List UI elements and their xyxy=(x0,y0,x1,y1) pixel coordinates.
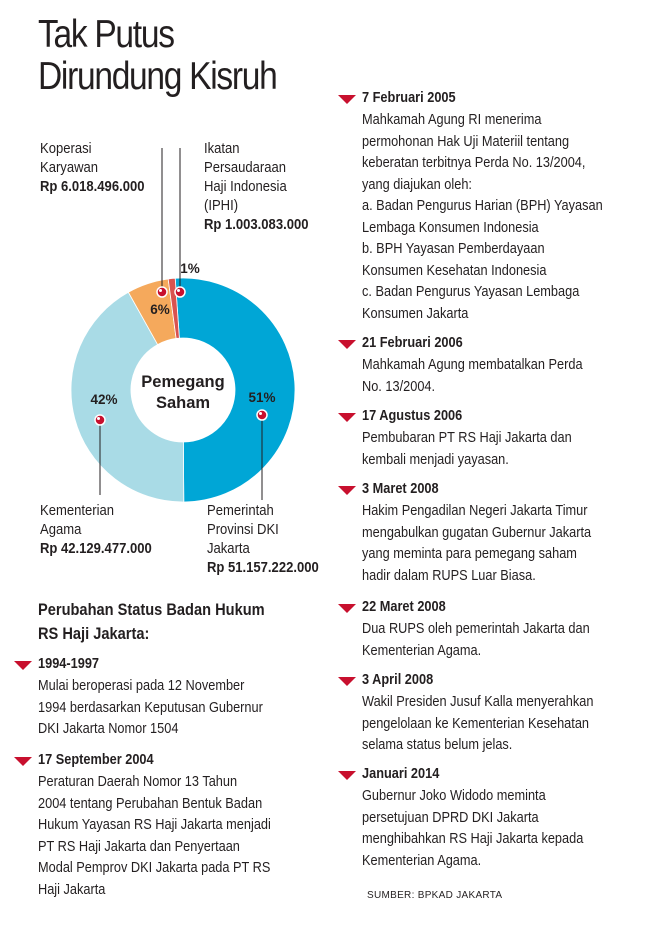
timeline-item xyxy=(38,654,368,741)
center-label-line-2: Saham xyxy=(155,394,211,412)
label-iphi-amount: Rp 1.003.083.000 xyxy=(204,217,309,233)
label-kemenag xyxy=(40,502,152,559)
timeline-date: 17 September 2004 xyxy=(38,752,154,768)
slice-percent-label: 51% xyxy=(248,390,276,405)
timeline-marker-icon xyxy=(338,677,356,686)
timeline-text: Mahkamah Agung membatalkan Perda No. 13/2004. xyxy=(362,357,583,395)
timeline-text: Dua RUPS oleh pemerintah Jakarta dan Kementerian Agama. xyxy=(362,621,590,659)
label-kemenag-name: Kementerian Agama xyxy=(40,503,114,538)
label-koperasi xyxy=(40,140,144,197)
timeline-item xyxy=(38,750,368,901)
slice-marker-dot xyxy=(175,287,185,297)
timeline-marker-icon xyxy=(14,757,32,766)
title-line-1: Tak Putus xyxy=(38,13,174,56)
timeline-date: Januari 2014 xyxy=(362,766,440,782)
slice-percent-label: 42% xyxy=(90,392,118,407)
timeline-item xyxy=(362,670,650,757)
timeline-item xyxy=(362,479,650,587)
label-pemprov-amount: Rp 51.157.222.000 xyxy=(207,560,319,576)
timeline-text: Pembubaran PT RS Haji Jakarta dan kembali menjadi yayasan. xyxy=(362,430,572,468)
timeline-date: 22 Maret 2008 xyxy=(362,599,446,615)
timeline-date: 3 Maret 2008 xyxy=(362,481,439,497)
label-koperasi-amount: Rp 6.018.496.000 xyxy=(40,179,145,195)
slice-percent-label: 1% xyxy=(180,261,200,276)
slice-marker-highlight xyxy=(259,412,262,415)
timeline-date: 7 Februari 2005 xyxy=(362,90,456,106)
slice-marker-highlight xyxy=(97,417,100,420)
timeline-text: Peraturan Daerah Nomor 13 Tahun 2004 tentang Perubahan Bentuk Badan Hukum Yayasan RS Haji Jakarta menjadi PT RS Haji Jakarta dan Penyertaan Modal Pemprov DKI Jakarta pada PT RS Haji Jakarta xyxy=(38,774,271,898)
label-koperasi-name: Koperasi Karyawan xyxy=(40,141,99,176)
label-iphi xyxy=(204,140,308,235)
timeline-text: Hakim Pengadilan Negeri Jakarta Timur mengabulkan gugatan Gubernur Jakarta yang meminta para pemegang saham hadir dalam RUPS Luar Biasa. xyxy=(362,503,592,584)
title-line-2: Dirundung Kisruh xyxy=(38,55,277,98)
timeline-marker-icon xyxy=(14,661,32,670)
timeline-marker-icon xyxy=(338,604,356,613)
slice-marker-dot xyxy=(95,415,105,425)
timeline-text: Gubernur Joko Widodo meminta persetujuan DPRD DKI Jakarta menghibahkan RS Haji Jakarta kepada Kementerian Agama. xyxy=(362,788,584,869)
label-pemprov-name: Pemerintah Provinsi DKI Jakarta xyxy=(207,503,279,557)
slice-marker-dot xyxy=(157,287,167,297)
center-label-line-1: Pemegang xyxy=(141,373,225,391)
section-title: Perubahan Status Badan Hukum RS Haji Jakarta: xyxy=(38,600,265,643)
timeline-item xyxy=(362,764,650,872)
timeline-date: 3 April 2008 xyxy=(362,672,434,688)
timeline-date: 17 Agustus 2006 xyxy=(362,408,463,424)
timeline-marker-icon xyxy=(338,340,356,349)
timeline-item xyxy=(362,406,650,471)
slice-marker-highlight xyxy=(177,289,180,292)
label-pemprov xyxy=(207,502,319,578)
timeline-date: 1994-1997 xyxy=(38,656,100,672)
slice-marker-dot xyxy=(257,410,267,420)
slice-percent-label: 6% xyxy=(150,302,170,317)
timeline-marker-icon xyxy=(338,486,356,495)
timeline-marker-icon xyxy=(338,95,356,104)
timeline-item xyxy=(362,597,650,662)
timeline-text: Mulai beroperasi pada 12 November 1994 berdasarkan Keputusan Gubernur DKI Jakarta Nomor 1504 xyxy=(38,678,263,737)
timeline-text: Wakil Presiden Jusuf Kalla menyerahkan pengelolaan ke Kementerian Kesehatan selama status belum jelas. xyxy=(362,694,594,753)
label-kemenag-amount: Rp 42.129.477.000 xyxy=(40,541,152,557)
timeline-text: Mahkamah Agung RI menerima permohonan Hak Uji Materiil tentang keberatan terbitnya Perda No. 13/2004, yang diajukan oleh: a. Badan Pengurus Harian (BPH) Yayasan Lembaga Konsumen Indonesia b. BPH Yayasan Pemberdayaan Konsumen Kesehatan Indonesia c. Badan Pengurus Yayasan Lembaga Konsumen Jakarta xyxy=(362,112,603,322)
label-iphi-name: Ikatan Persaudaraan Haji Indonesia (IPHI) xyxy=(204,141,287,214)
timeline-item xyxy=(362,333,650,398)
source-note: SUMBER: BPKAD JAKARTA xyxy=(367,890,503,901)
timeline-date: 21 Februari 2006 xyxy=(362,335,463,351)
timeline-marker-icon xyxy=(338,413,356,422)
timeline-marker-icon xyxy=(338,771,356,780)
timeline-item xyxy=(362,88,650,325)
slice-marker-highlight xyxy=(159,289,162,292)
